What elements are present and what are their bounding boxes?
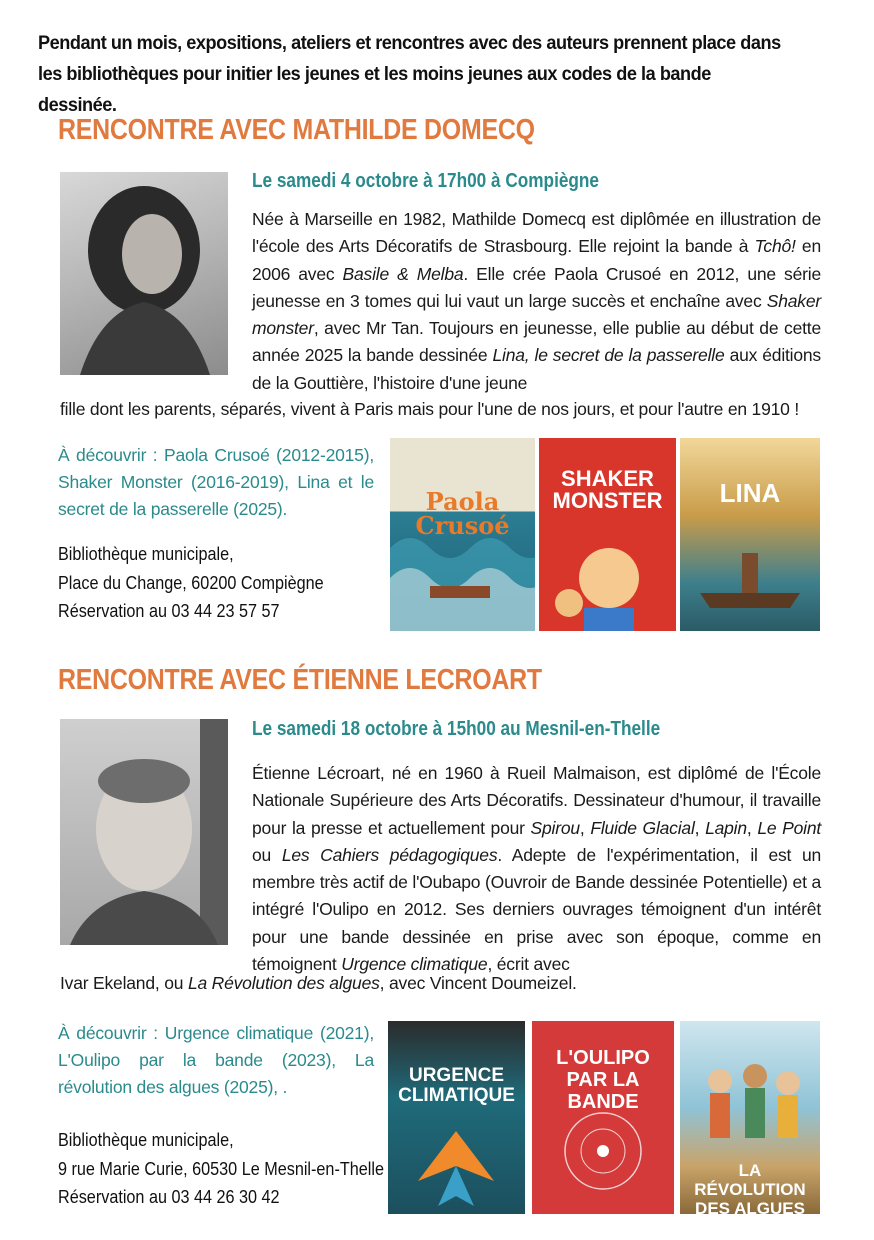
bio-text: , [579,817,591,838]
event1-date: Le samedi 4 octobre à 17h00 à Compiègne [252,170,599,192]
bio-text: . Adepte de l'expérimentation, il est un membre très actif de l'Oubapo (Ouvroir de Bande dessinée Potentielle) et a intégré l'Oulipo en 2012. Ses derniers ouvrages témoignent d'un intérêt pour une bande dessinée en prise avec son époque, comme en témoignent [252,844,822,975]
bio-text: , avec Vincent Doumeizel. [379,973,577,993]
bio-italic: Spirou [530,817,580,838]
intro-line-1: Pendant un mois, expositions, ateliers et rencontres avec des auteurs prennent place dans [38,32,781,54]
event1-bio-last-line: fille dont les parents, séparés, vivent à Paris mais pour l'une de nos jours, et pour l'autre en 1910 ! [60,399,800,419]
cover-title: LINA [719,478,781,508]
bio-italic: Le Point [757,817,822,838]
bio-text: en 2006 avec [252,236,821,284]
bio-text: , [746,817,758,838]
bio-text: , [694,817,706,838]
bio-italic: La Révolution des algues [187,973,380,993]
bio-text: , écrit avec [487,954,570,975]
book-cover-paola-crusoe [390,438,535,631]
author-photo-mathilde-domecq [60,172,228,375]
book-cover-revolution-des-algues [680,1021,820,1214]
cover-title: URGENCE CLIMATIQUE [398,1065,515,1106]
event1-bio [252,206,821,397]
book-cover-shaker-monster [539,438,676,631]
author-photo-etienne-lecroart [60,719,228,945]
bio-italic: Lina, le secret de la passerelle [492,345,725,366]
library-phone: Réservation au 03 44 23 57 57 [58,601,280,621]
event2-bio-last-line [60,970,840,997]
intro-line-2: les bibliothèques pour initier les jeunes et les moins jeunes aux codes de la bande dessinée. [38,63,711,116]
book-cover-lina [680,438,820,631]
cover-title: L'OULIPO PAR LA BANDE [556,1047,650,1113]
event2-address [58,1126,384,1212]
bio-text: aux éditions de la Gouttière, l'histoire d'une jeune [252,345,821,393]
bio-text: . Elle crée Paola Crusoé en 2012, une série jeunesse en 3 tomes qui lui vaut un large succès et enchaîne avec [252,263,821,311]
bio-text: ou [252,844,282,865]
library-name: Bibliothèque municipale, [58,1130,234,1150]
event2-date: Le samedi 18 octobre à 15h00 au Mesnil-en-Thelle [252,718,661,740]
cover-title: LA RÉVOLUTION DES ALGUES [694,1161,806,1214]
bio-italic: Urgence climatique [341,954,488,975]
intro-paragraph [38,28,791,121]
bio-text: , avec Mr Tan. Toujours en jeunesse, elle publie au début de cette année 2025 la bande dessinée [252,318,821,366]
event2-title: RENCONTRE AVEC ÉTIENNE LECROART [58,664,542,696]
bio-text: Étienne Lécroart, né en 1960 à Rueil Malmaison, est diplômé de l'École Nationale Supérieure des Arts Décoratifs. Dessinateur d'humour, il travaille pour la presse et actuellement pour [252,763,821,838]
event1-address [58,540,324,626]
event1-discover: À découvrir : Paola Crusoé (2012-2015), Shaker Monster (2016-2019), Lina et le secret de la passerelle (2025). [58,445,374,519]
event1-title: RENCONTRE AVEC MATHILDE DOMECQ [58,114,535,146]
event2-bio [252,760,821,978]
event2-discover: À découvrir : Urgence climatique (2021), L'Oulipo par la bande (2023), La révolution des algues (2025), . [58,1023,374,1097]
library-street: Place du Change, 60200 Compiègne [58,572,324,593]
bio-italic: Tchô! [754,236,796,257]
bio-italic: Les Cahiers pédagogiques [281,844,498,865]
cover-title: Paola Crusoé [415,487,510,540]
bio-text: Née à Marseille en 1982, Mathilde Domecq est diplômée en illustration de l'école des Arts Décoratifs de Strasbourg. Elle rejoint la bande à [252,209,821,257]
cover-title: SHAKER MONSTER [552,466,663,513]
bio-italic: Shaker monster [252,290,821,339]
library-name: Bibliothèque municipale, [58,544,234,564]
bio-italic: Basile & Melba [342,263,464,284]
bio-italic: Fluide Glacial [590,817,695,838]
bio-text: Ivar Ekeland, ou [60,973,188,993]
library-street: 9 rue Marie Curie, 60530 Le Mesnil-en-Thelle [58,1158,384,1179]
book-cover-oulipo-par-la-bande [532,1021,674,1214]
bio-italic: Lapin [705,817,747,838]
library-phone: Réservation au 03 44 26 30 42 [58,1187,280,1207]
book-cover-urgence-climatique [388,1021,525,1214]
